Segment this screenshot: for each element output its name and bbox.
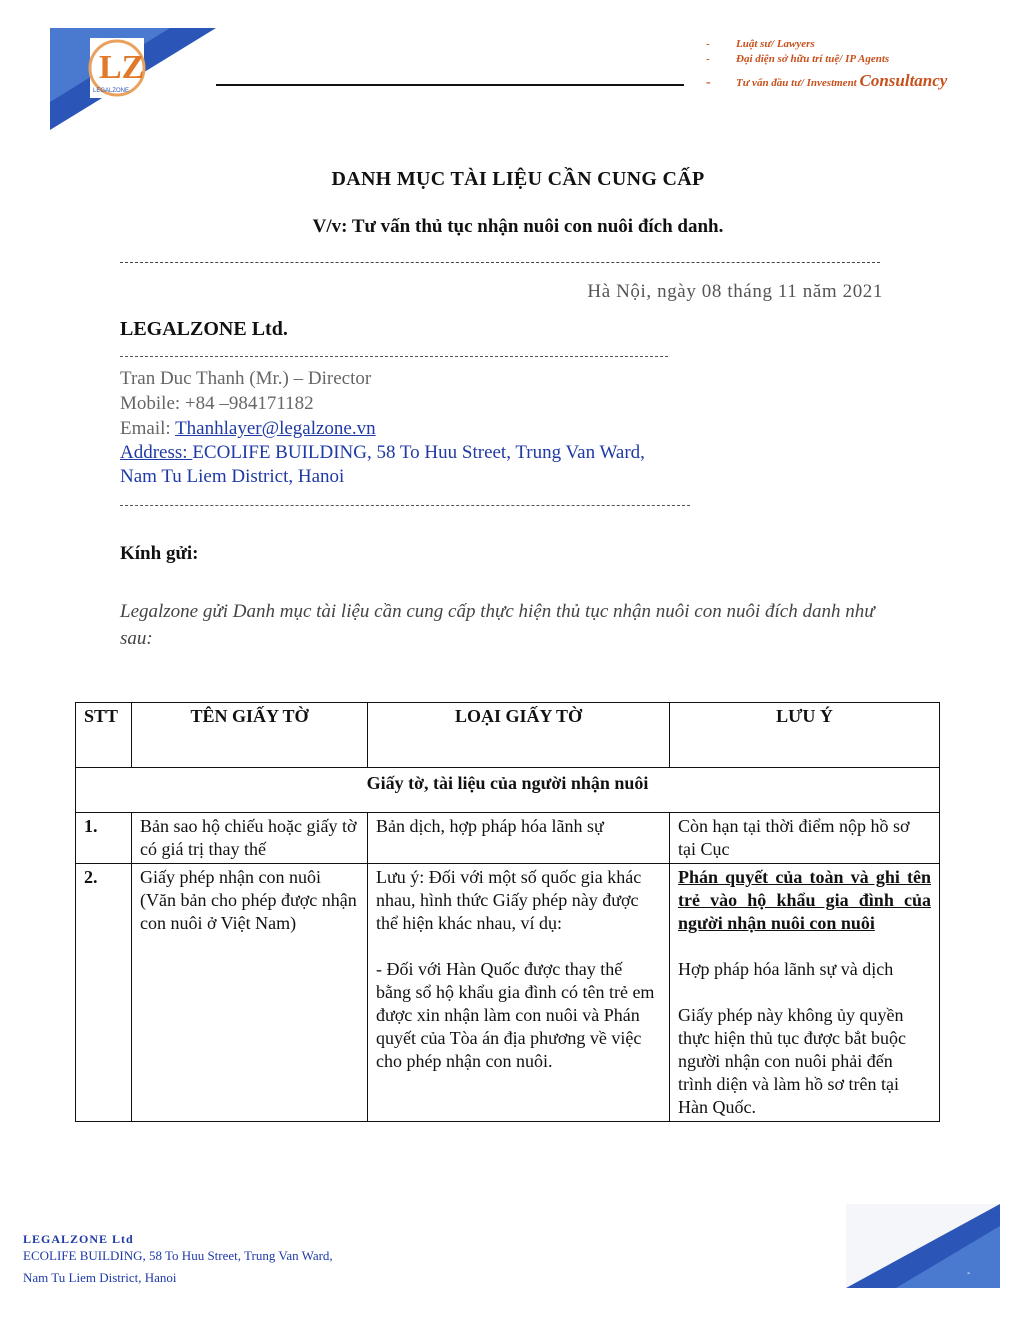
logo-graphic bbox=[50, 28, 216, 130]
email-label: Email: bbox=[120, 418, 176, 439]
address-label: Address: bbox=[120, 442, 193, 463]
row-document-type bbox=[368, 864, 670, 1122]
company-address-line2: Nam Tu Liem District, Hanoi bbox=[120, 466, 345, 487]
logo-caption: LEGALZONE bbox=[93, 88, 130, 94]
service-consultancy bbox=[706, 71, 947, 91]
footer-decoration bbox=[846, 1204, 1000, 1288]
spacer bbox=[376, 935, 661, 958]
note-emphasis: Phán quyết của toàn và ghi tên trẻ vào hộ khẩu gia đình của người nhận nuôi con nuôi bbox=[678, 867, 931, 933]
row-number: 1. bbox=[76, 813, 132, 864]
footer-address-line1: ECOLIFE BUILDING, 58 To Huu Street, Trung Van Ward, bbox=[23, 1248, 333, 1263]
table-row bbox=[76, 864, 940, 1122]
contact-name: Tran Duc Thanh (Mr.) – Director bbox=[120, 368, 372, 389]
contact-mobile: Mobile: +84 –984171182 bbox=[120, 393, 314, 414]
row-note: Còn hạn tại thời điểm nộp hồ sơ tại Cục bbox=[670, 813, 940, 864]
address-text: ECOLIFE BUILDING, 58 To Huu Street, Trung Van Ward, bbox=[192, 442, 645, 463]
separator bbox=[120, 356, 668, 357]
service-emphasis: Consultancy bbox=[859, 71, 948, 90]
table-row bbox=[76, 813, 940, 864]
row-number: 2. bbox=[76, 864, 132, 1122]
section-title: Giấy tờ, tài liệu của người nhận nuôi bbox=[76, 768, 940, 813]
separator bbox=[120, 262, 880, 263]
footer-address-line2: Nam Tu Liem District, Hanoi bbox=[23, 1270, 177, 1285]
company-name: LEGALZONE Ltd. bbox=[120, 318, 288, 340]
document-table bbox=[75, 702, 940, 1122]
company-address-line1 bbox=[120, 442, 645, 464]
header-rule bbox=[216, 84, 684, 86]
document-subtitle: V/v: Tư vấn thủ tục nhận nuôi con nuôi đích danh. bbox=[312, 216, 724, 237]
legalzone-logo bbox=[50, 28, 216, 130]
column-header-type: LOẠI GIẤY TỜ bbox=[368, 703, 670, 768]
row-document-name: Bản sao hộ chiếu hoặc giấy tờ có giá trị thay thế bbox=[132, 813, 368, 864]
email-link[interactable]: Thanhlayer@legalzone.vn bbox=[175, 418, 376, 439]
table-header-row bbox=[76, 703, 940, 768]
note-legalization: Hợp pháp hóa lãnh sự và dịch bbox=[678, 959, 894, 979]
document-title: DANH MỤC TÀI LIỆU CẦN CUNG CẤP bbox=[331, 168, 705, 190]
service-text: Luật sư/ Lawyers bbox=[736, 38, 815, 50]
row-document-name: Giấy phép nhận con nuôi (Văn bản cho phép được nhận con nuôi ở Việt Nam) bbox=[132, 864, 368, 1122]
column-header-note: LƯU Ý bbox=[670, 703, 940, 768]
separator bbox=[120, 505, 690, 506]
page-marker: - bbox=[967, 1268, 971, 1279]
contact-email bbox=[120, 418, 376, 440]
column-header-name: TÊN GIẤY TỜ bbox=[132, 703, 368, 768]
spacer bbox=[678, 981, 931, 1004]
bullet-dash: - bbox=[706, 38, 710, 50]
bullet-dash: - bbox=[706, 53, 710, 65]
service-text: Đại diện sở hữu trí tuệ/ IP Agents bbox=[736, 53, 890, 65]
document-date: Hà Nội, ngày 08 tháng 11 năm 2021 bbox=[587, 281, 883, 302]
logo-letters: LZ bbox=[99, 49, 145, 86]
note-requirement: Giấy phép này không ủy quyền thực hiện thủ tục được bắt buộc người nhận con nuôi phải đến trình diện và làm hồ sơ trên tại Hàn Quốc. bbox=[678, 1005, 906, 1117]
greeting: Kính gửi: bbox=[120, 543, 199, 564]
service-text: Tư vấn đầu tư/ Investment bbox=[736, 77, 860, 89]
type-note: Lưu ý: Đối với một số quốc gia khác nhau, hình thức Giấy phép này được thể hiện khác nhau, ví dụ: bbox=[376, 867, 642, 933]
row-document-type: Bản dịch, hợp pháp hóa lãnh sự bbox=[368, 813, 670, 864]
intro-text: Legalzone gửi Danh mục tài liệu cần cung cấp thực hiện thủ tục nhận nuôi con nuôi đích danh như sau: bbox=[120, 601, 875, 649]
service-ip-agents bbox=[706, 53, 889, 65]
spacer bbox=[678, 935, 931, 958]
bullet-dash: - bbox=[706, 75, 711, 90]
row-note bbox=[670, 864, 940, 1122]
column-header-stt: STT bbox=[76, 703, 132, 768]
table-section-row bbox=[76, 768, 940, 813]
service-lawyers bbox=[706, 38, 815, 50]
footer-triangle-graphic bbox=[846, 1204, 1000, 1288]
type-example: - Đối với Hàn Quốc được thay thế bằng sổ hộ khẩu gia đình có tên trẻ em được xin nhận làm con nuôi và Phán quyết của Tòa án địa phương về việc cho phép nhận con nuôi. bbox=[376, 959, 655, 1071]
footer-company: LEGALZONE Ltd bbox=[23, 1232, 134, 1246]
